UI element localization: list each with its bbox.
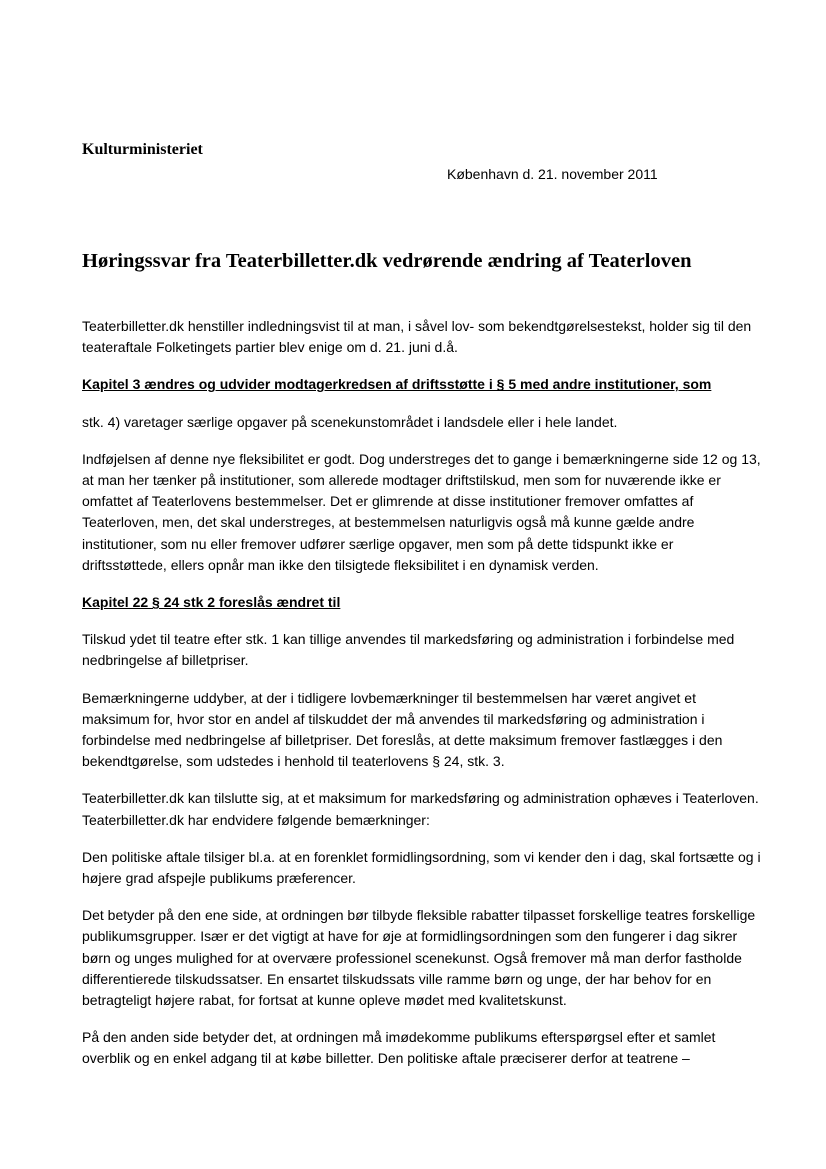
section-heading-kapitel-22: Kapitel 22 § 24 stk 2 foreslås ændret til [82,594,341,611]
paragraph-rabatter: Det betyder på den ene side, at ordningen bør tilbyde fleksible rabatter tilpasset forskellige teatres forskellige publikumsgrupper. Især er det vigtigt at have for øje at formidlingsordningen som den fungerer i dag sikrer børn og unges mulighed for at overvære professionel scenekunst. Også fremover må man derfor fastholde differentierede tilskudssatser. En ensartet tilskudssats ville ramme børn og unge, der har behov for en betragteligt højere rabat, for fortsat at kunne opleve mødet med kvalitetskunst. [82,907,756,1009]
document-body [82,316,762,1086]
paragraph-overblik: På den anden side betyder det, at ordningen må imødekomme publikums efterspørgsel efter et samlet overblik og en enkel adgang til at købe billetter. Den politiske aftale præciserer derfor at teatrene – [82,1029,716,1067]
paragraph-tilskud: Tilskud ydet til teatre efter stk. 1 kan tillige anvendes til markedsføring og administration i forbindelse med nedbringelse af billetpriser. [82,631,735,669]
document-title: Høringssvar fra Teaterbilletter.dk vedrørende ændring af Teaterloven [82,250,692,272]
paragraph-politisk-aftale: Den politiske aftale tilsiger bl.a. at en forenklet formidlingsordning, som vi kender den i dag, skal fortsætte og i højere grad afspejle publikums præferencer. [82,848,761,887]
sender-name: Kulturministeriet [82,141,203,158]
date-line: København d. 21. november 2011 [447,166,658,182]
paragraph-tilslutning: Teaterbilletter.dk kan tilslutte sig, at et maksimum for markedsføring og administration ophæves i Teaterloven. Teaterbilletter.dk har endvidere følgende bemærkninger: [82,790,759,828]
paragraph-intro: Teaterbilletter.dk henstiller indledningsvist til at man, i såvel lov- som bekendtgørelsestekst, holder sig til den teateraftale Folketingets partier blev enige om d. 21. juni d.å. [82,318,752,356]
paragraph-flexibility: Indføjelsen af denne nye fleksibilitet er godt. Dog understreges det to gange i bemærkningerne side 12 og 13, at man her tænker på institutioner, som allerede modtager driftstilskud, men som for nuværende ikke er omfattet af Teaterlovens bestemmelser. Det er glimrende at disse institutioner fremover omfattes af Teaterloven, men, det skal understreges, at bestemmelsen naturligvis også må kunne gælde andre institutioner, som nu eller fremover udfører særlige opgaver, men som på dette tidspunkt ikke er driftsstøttede, ellers opnår man ikke den tilsigtede fleksibilitet i en dynamisk verden. [82,450,761,573]
paragraph-stk-4: stk. 4) varetager særlige opgaver på scenekunstområdet i landsdele eller i hele landet. [82,413,618,430]
section-heading-kapitel-3: Kapitel 3 ændres og udvider modtagerkredsen af driftsstøtte i § 5 med andre institutioner, som [82,376,712,393]
paragraph-bemaerkninger: Bemærkningerne uddyber, at der i tidligere lovbemærkninger til bestemmelsen har været angivet et maksimum for, hvor stor en andel af tilskuddet der må anvendes til markedsføring og administration i forbindelse med nedbringelse af billetpriser. Det foreslås, at dette maksimum fremover fastlægges i den bekendtgørelse, som udstedes i henhold til teaterlovens § 24, stk. 3. [82,689,723,770]
